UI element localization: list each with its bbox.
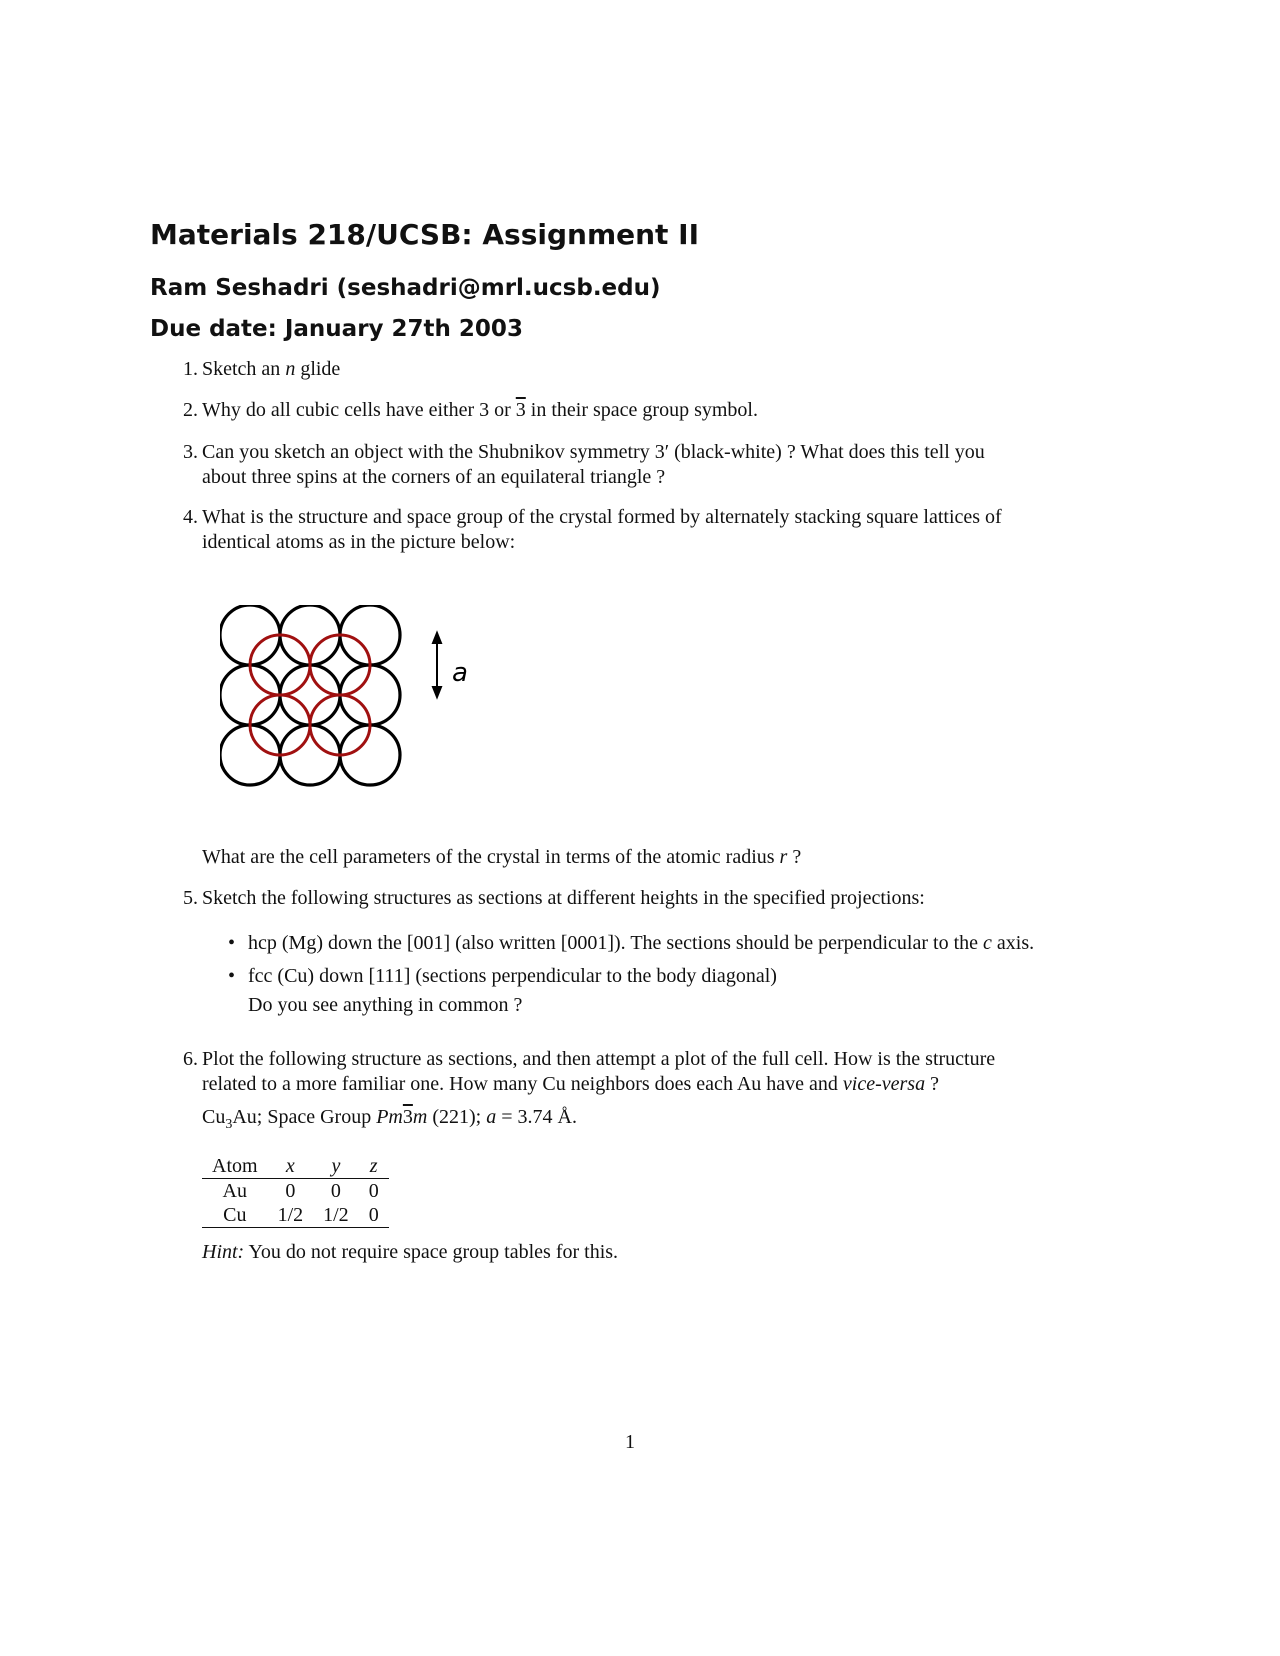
- math-variable: Pm: [376, 1106, 403, 1128]
- text-segment: You do not require space group tables for this.: [244, 1241, 619, 1263]
- subscript: 3: [225, 1117, 233, 1132]
- table-cell: 1/2: [268, 1203, 314, 1228]
- formula-line: [202, 1105, 1132, 1137]
- lattice-figure: [220, 605, 470, 810]
- text-segment: Sketch an: [202, 358, 286, 380]
- author-line: Ram Seshadri (seshadri@mrl.ucsb.edu): [150, 275, 661, 301]
- question-number: 4.: [183, 506, 198, 528]
- question-text: Sketch the following structures as sections at different heights in the specified projections:: [202, 887, 925, 909]
- math-overline: 3: [515, 399, 526, 421]
- due-date: Due date: January 27th 2003: [150, 316, 523, 342]
- text-segment: What are the cell parameters of the crystal in terms of the atomic radius: [202, 846, 780, 868]
- page-number: 1: [625, 1431, 635, 1453]
- text-line: fcc (Cu) down [111] (sections perpendicular to the body diagonal): [248, 965, 777, 987]
- table-cell: Cu: [202, 1203, 268, 1228]
- atom-position-table: [202, 1154, 389, 1228]
- table-cell: 0: [330, 1180, 341, 1202]
- text-segment: related to a more familiar one. How many Cu neighbors does each Au have and: [202, 1073, 843, 1095]
- text-line: Do you see anything in common ?: [248, 994, 523, 1016]
- red-atom-layer: [250, 635, 370, 755]
- axis-arrow: [433, 633, 441, 697]
- table-cell: 0: [359, 1203, 389, 1228]
- bullet-item-2: [248, 964, 1148, 1018]
- table-header-cell: Atom: [202, 1154, 268, 1179]
- question-text: [202, 398, 1132, 423]
- text-segment: ?: [787, 846, 802, 868]
- question-number: 5.: [183, 887, 198, 909]
- table-row: [202, 1179, 389, 1204]
- table-cell: 0: [285, 1180, 296, 1202]
- table-header-row: [202, 1154, 389, 1179]
- text-segment: glide: [295, 358, 341, 380]
- text-line: identical atoms as in the picture below:: [202, 531, 516, 553]
- math-variable: a: [486, 1106, 497, 1128]
- text-segment: (221);: [427, 1106, 487, 1128]
- table-cell: Au: [222, 1180, 247, 1202]
- math-overline: 3: [402, 1106, 413, 1128]
- text-segment: hcp (Mg) down the [001] (also written [0001]). The sections should be perpendicular to the: [248, 932, 983, 954]
- question-4-followup: [202, 845, 801, 870]
- text-segment: ?: [925, 1073, 939, 1095]
- emphasis: vice-versa: [842, 1073, 926, 1095]
- table-cell: 1/2: [313, 1203, 359, 1228]
- bullet-item-1: [248, 931, 1148, 956]
- page-title: Materials 218/UCSB: Assignment II: [150, 218, 700, 251]
- math-variable: n: [285, 358, 296, 380]
- hint-line: [202, 1240, 618, 1265]
- text-segment: axis.: [991, 932, 1035, 954]
- math-variable: c: [983, 932, 992, 954]
- question-text: [202, 505, 1132, 555]
- text-segment: Cu: [202, 1106, 226, 1128]
- hint-label: Hint:: [202, 1241, 245, 1263]
- text-segment: = 3.74 Å.: [496, 1106, 577, 1128]
- text-line: Can you sketch an object with the Shubnikov symmetry 3′ (black-white) ? What does this tell you: [202, 441, 985, 463]
- table-cell: 0: [368, 1180, 379, 1202]
- text-segment: in their space group symbol.: [525, 399, 758, 421]
- question-text: [202, 357, 1132, 382]
- math-variable: m: [412, 1106, 428, 1128]
- question-text: [202, 440, 1132, 490]
- math-variable: r: [779, 846, 788, 868]
- question-text: [202, 1047, 1132, 1137]
- question-number: 3.: [183, 441, 198, 463]
- question-number: 2.: [183, 399, 198, 421]
- text-segment: Why do all cubic cells have either 3 or: [202, 399, 516, 421]
- axis-label: a: [452, 658, 468, 688]
- bullet-icon: •: [228, 932, 236, 954]
- table-header-cell: z: [359, 1154, 389, 1179]
- table-header-cell: x: [268, 1154, 314, 1179]
- text-line: What is the structure and space group of the crystal formed by alternately stacking square lattices of: [202, 506, 1002, 528]
- table-header-cell: y: [313, 1154, 359, 1179]
- question-number: 6.: [183, 1048, 198, 1070]
- text-segment: Au; Space Group: [232, 1106, 377, 1128]
- table-row: [202, 1203, 389, 1228]
- black-atom-layer: [220, 605, 400, 785]
- question-number: 1.: [183, 358, 198, 380]
- bullet-icon: •: [228, 965, 236, 987]
- text-line: Plot the following structure as sections, and then attempt a plot of the full cell. How is the structure: [202, 1048, 996, 1070]
- text-line: about three spins at the corners of an equilateral triangle ?: [202, 466, 666, 488]
- text-line: [202, 1072, 1132, 1097]
